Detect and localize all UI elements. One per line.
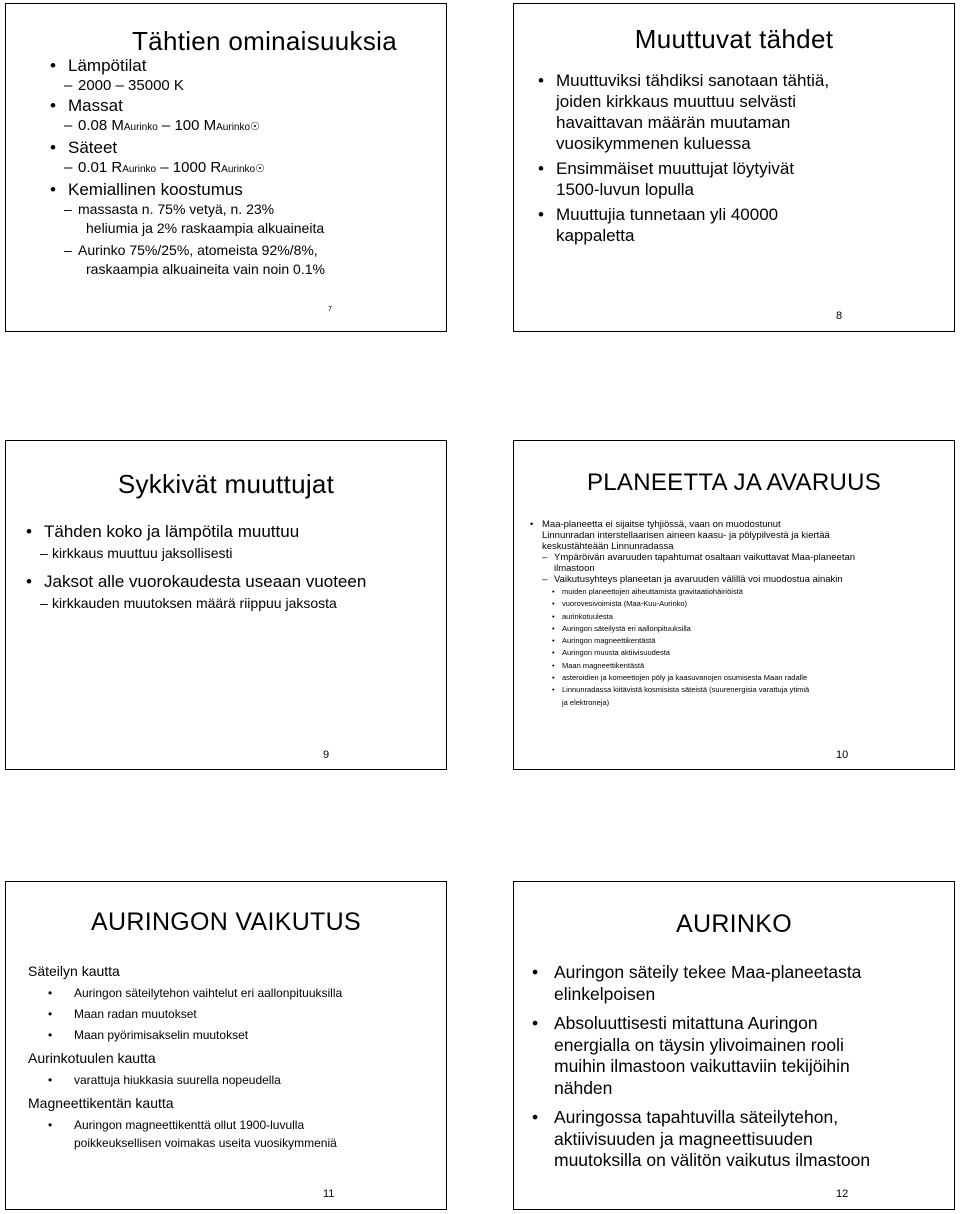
page-number: 7 xyxy=(328,306,332,313)
page-number: 8 xyxy=(836,310,843,322)
slide-9 xyxy=(5,440,447,770)
bullet-auringossa-cont: aktiivisuuden ja magneettisuuden xyxy=(554,1128,813,1149)
list-item: • Auringon säteilytehon vaihtelut eri aallonpituuksilla xyxy=(28,986,342,1001)
list-item: • Auringon säteilystä eri aallonpituuksilla xyxy=(513,623,948,635)
list-item: • aurinkotuulesta xyxy=(513,611,948,623)
slide-11 xyxy=(5,881,447,1210)
bullet-absoluuttisesti-cont: nähden xyxy=(554,1077,613,1098)
list-item: • asteroidien ja komeettojen pöly ja kaasuvanojen osumisesta Maan radalle xyxy=(513,672,948,684)
slide-title: Muuttuvat tähdet xyxy=(634,24,834,54)
slide-content xyxy=(528,519,948,709)
bullet-muuttuvat: • Muuttuviksi tähdiksi sanotaan tähtiä, xyxy=(534,70,829,91)
bullet-sateet: • Säteet xyxy=(46,137,325,158)
list-item-cont: poikkeuksellisen voimakas useita vuosikymmeniä xyxy=(74,1136,337,1150)
slide-content xyxy=(46,55,325,279)
bullet-muuttuvat-cont: vuosikymmenen kuluessa xyxy=(556,134,751,153)
bullet-maa-planeetta-cont: Linnunradan interstellaarisen aineen kaasu- ja pölypilvestä ja kiertää xyxy=(542,530,830,541)
bullet-ensimmaiset: • Ensimmäiset muuttujat löytyivät xyxy=(534,158,829,179)
slide-title: AURINGON VAIKUTUS xyxy=(91,908,361,936)
slide-content xyxy=(534,70,829,246)
dash-kirkkaus: – kirkkaus muuttuu jaksollisesti xyxy=(22,544,366,563)
slide-title: PLANEETTA JA AVARUUS xyxy=(586,469,882,496)
list-item: • varattuja hiukkasia suurella nopeudella xyxy=(28,1073,342,1088)
list-item: • Auringon muusta aktiivisuudesta xyxy=(513,647,948,659)
list-item: • Maan magneettikentästä xyxy=(513,660,948,672)
slide-10 xyxy=(513,440,955,770)
sun-symbol-icon: ☉ xyxy=(255,163,265,175)
list-item: • vuorovesivoimista (Maa-Kuu-Aurinko) xyxy=(513,598,948,610)
slide-title: Tähtien ominaisuuksia xyxy=(132,26,397,56)
slide-title: Sykkivät muuttujat xyxy=(117,469,335,499)
bullet-lampotilat: • Lämpötilat xyxy=(46,55,325,76)
dash-aurinko: – Aurinko 75%/25%, atomeista 92%/8%, xyxy=(46,241,325,260)
bullet-koostumus: • Kemiallinen koostumus xyxy=(46,179,325,200)
list-item-cont: ja elektroneja) xyxy=(562,697,610,707)
page-number: 12 xyxy=(836,1188,849,1200)
list-item: • Maan pyörimisakselin muutokset xyxy=(28,1028,342,1043)
list-item: • Auringon magneettikenttä ollut 1900-luvulla xyxy=(28,1118,342,1133)
slide-12 xyxy=(513,881,955,1210)
bullet-absoluuttisesti-cont: muihin ilmastoon vaikuttaviin tekijöihin xyxy=(554,1056,850,1076)
list-item: • muiden planeettojen aiheuttamista gravitaatiohäiriöistä xyxy=(513,586,948,598)
bullet-muuttuvat-cont: havaittavan määrän muutaman xyxy=(556,113,791,132)
slide-7 xyxy=(5,3,447,332)
dash-aurinko-cont: raskaampia alkuaineita vain noin 0.1% xyxy=(86,261,325,277)
page-number: 11 xyxy=(323,1188,335,1200)
bullet-tunnetaan-cont: kappaletta xyxy=(556,226,635,245)
slide-content xyxy=(528,962,870,1180)
list-item: • Linnunradassa kiitävistä kosmisista säteistä (suurenergisia varattuja ytimiä xyxy=(513,684,948,696)
slide-8 xyxy=(513,3,955,332)
dash-sade-range: – 0.01 RAurinko – 1000 RAurinko☉ xyxy=(46,158,325,179)
slide-content xyxy=(22,521,366,613)
bullet-ensimmaiset-cont: 1500-luvun lopulla xyxy=(556,180,694,199)
bullet-massat: • Massat xyxy=(46,95,325,116)
list-item: • Auringon magneettikentästä xyxy=(513,635,948,647)
bullet-sateily-cont: elinkelpoisen xyxy=(554,983,656,1004)
dash-lampotila-range: – 2000 – 35000 K xyxy=(46,76,325,95)
page-number: 10 xyxy=(836,749,849,761)
bullet-auringossa-cont: muutoksilla on välitön vaikutus ilmastoon xyxy=(554,1150,871,1170)
slide-content xyxy=(28,962,342,1151)
heading-aurinkotuuli: Aurinkotuulen kautta xyxy=(28,1050,156,1066)
bullet-muuttuvat-cont: joiden kirkkaus muuttuu selvästi xyxy=(556,92,797,111)
bullet-tunnetaan: • Muuttujia tunnetaan yli 40000 xyxy=(534,204,829,225)
sun-symbol-icon: ☉ xyxy=(250,121,260,133)
bullet-jaksot: • Jaksot alle vuorokaudesta useaan vuoteen xyxy=(22,571,366,592)
dash-koostumus: – massasta n. 75% vetyä, n. 23% xyxy=(46,200,325,219)
influence-list xyxy=(513,586,948,709)
bullet-absoluuttisesti-cont: energialla on täysin ylivoimainen rooli xyxy=(554,1034,844,1055)
dash-koostumus-cont: heliumia ja 2% raskaampia alkuaineita xyxy=(86,220,325,236)
slide-title: AURINKO xyxy=(675,910,792,938)
dash-vaikutusyhteys: – Vaikutusyhteys planeetan ja avaruuden välillä voi muodostua ainakin xyxy=(528,574,948,585)
dash-massa-range: – 0.08 MAurinko – 100 MAurinko☉ xyxy=(46,116,325,137)
bullet-auringossa: • Auringossa tapahtuvilla säteilytehon, xyxy=(528,1107,870,1129)
bullet-absoluuttisesti: • Absoluuttisesti mitattuna Auringon xyxy=(528,1013,870,1035)
bullet-koko: • Tähden koko ja lämpötila muuttuu xyxy=(22,521,366,542)
dash-kirkkauden-muutos: – kirkkauden muutoksen määrä riippuu jaksosta xyxy=(22,594,366,613)
bullet-maa-planeetta-cont: keskustähteään Linnunradassa xyxy=(542,541,674,552)
page-number: 9 xyxy=(323,749,330,761)
heading-magneettikentta: Magneettikentän kautta xyxy=(28,1095,174,1111)
bullet-maa-planeetta: • Maa-planeetta ei sijaitse tyhjiössä, vaan on muodostunut xyxy=(528,519,948,530)
dash-ymparoiva-cont: ilmastoon xyxy=(554,563,595,574)
bullet-sateily: • Auringon säteily tekee Maa-planeetasta xyxy=(528,962,870,984)
dash-ymparoiva: – Ympäröivän avaruuden tapahtumat osaltaan vaikuttavat Maa-planeetan xyxy=(528,552,948,563)
list-item: • Maan radan muutokset xyxy=(28,1007,342,1022)
heading-sateily: Säteilyn kautta xyxy=(28,963,120,979)
